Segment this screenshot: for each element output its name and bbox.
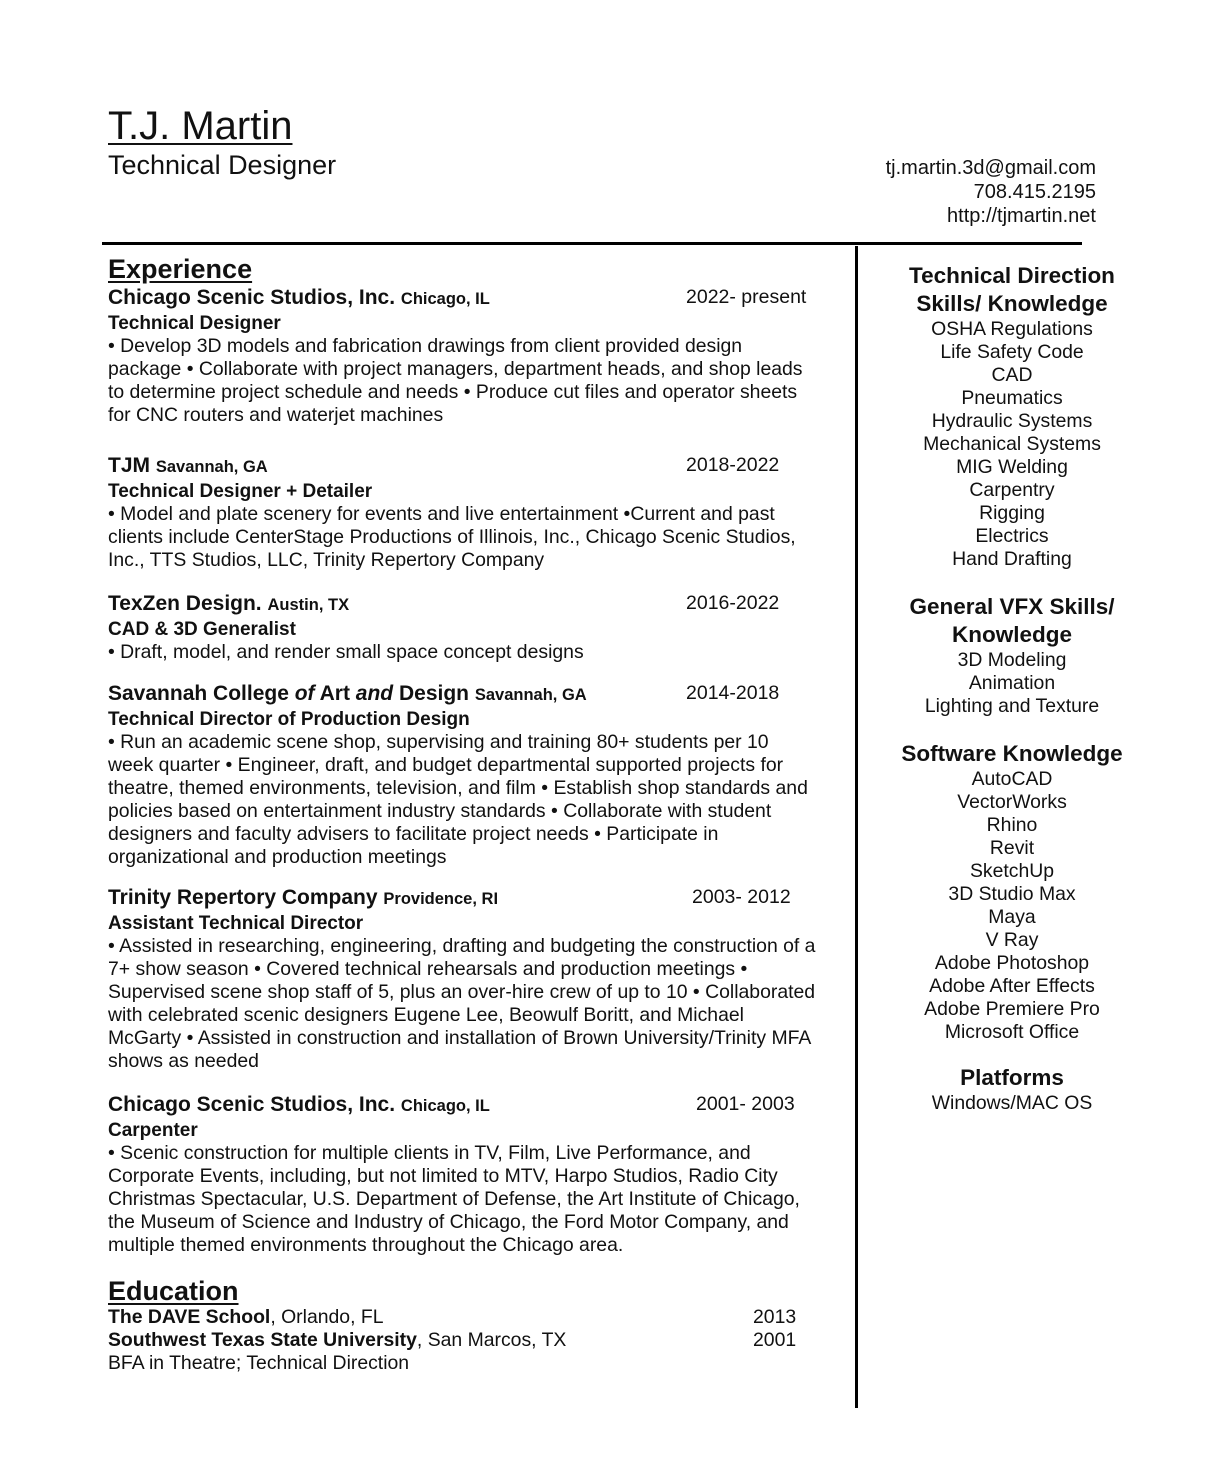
job-org: Trinity Repertory Company Providence, RI — [108, 886, 499, 909]
job-description: • Assisted in researching, engineering, drafting and budgeting the construction of a 7+ show season • Covered technical rehearsals and production meetings • Supervised scene shop staff of 5, plus an over-hire crew of up to 10 • Collaborated with celebrated scenic designers Eugene Lee, Beowulf Boritt, and Michael McGarty • Assisted in construction and installation of Brown University/Trinity MFA shows as needed — [108, 935, 816, 1072]
job-entry — [108, 592, 818, 664]
skills-section-heading: Technical Direction Skills/ Knowledge — [909, 263, 1115, 316]
skill-item: Adobe After Effects — [929, 975, 1095, 997]
skills-section-heading: Software Knowledge — [901, 741, 1123, 766]
job-dates: 2016-2022 — [686, 592, 780, 614]
job-entry — [108, 886, 818, 1073]
skill-item: Windows/MAC OS — [931, 1092, 1093, 1114]
column-divider — [855, 246, 858, 1408]
education-heading: Education — [108, 1276, 239, 1306]
job-dates: 2014-2018 — [686, 682, 780, 704]
job-role: Technical Designer + Detailer — [108, 481, 373, 502]
candidate-title: Technical Designer — [108, 150, 337, 180]
job-dates: 2003- 2012 — [692, 886, 791, 908]
skills-section — [870, 740, 1154, 1044]
degree-text: BFA in Theatre; Technical Direction — [108, 1352, 410, 1374]
job-entry — [108, 454, 818, 572]
skill-item: Adobe Premiere Pro — [924, 998, 1100, 1020]
website-text: http://tjmartin.net — [947, 205, 1096, 227]
job-description: • Develop 3D models and fabrication drawings from client provided design package • Collaborate with project managers, department heads, and shop leads to determine project schedule and needs • Produce cut files and operator sheets for CNC routers and waterjet machines — [108, 335, 803, 426]
job-dates: 2018-2022 — [686, 454, 780, 476]
skill-item: Pneumatics — [961, 387, 1063, 409]
job-role: Carpenter — [108, 1120, 198, 1141]
skill-item: CAD — [991, 364, 1033, 386]
skill-item: Carpentry — [969, 479, 1055, 501]
job-location: Chicago, IL — [400, 290, 490, 308]
job-description: • Run an academic scene shop, supervising and training 80+ students per 10 week quarter • Engineer, draft, and budget departmental supported projects for theatre, themed environments, television, and film • Establish shop standards and policies based on entertainment industry standards • Collaborate with student designers and faculty advisers to facilitate project needs • Participate in organizational and production meetings — [108, 731, 808, 868]
header-divider — [102, 242, 1082, 245]
skill-item: 3D Modeling — [957, 649, 1067, 671]
skills-section-heading: Platforms — [960, 1065, 1064, 1090]
skill-item: Maya — [988, 906, 1036, 928]
email-text: tj.martin.3d@gmail.com — [885, 157, 1096, 179]
candidate-name: T.J. Martin — [108, 104, 293, 148]
job-location: Savannah, GA — [155, 458, 268, 476]
education-entry — [108, 1306, 818, 1329]
experience-heading: Experience — [108, 254, 253, 284]
skills-section-heading: General VFX Skills/ Knowledge — [909, 594, 1115, 647]
education-year: 2013 — [753, 1306, 797, 1328]
skill-item: VectorWorks — [957, 791, 1067, 813]
skill-item: 3D Studio Max — [948, 883, 1076, 905]
skill-item: Animation — [968, 672, 1056, 694]
job-location: Providence, RI — [383, 890, 499, 908]
skill-item: Hydraulic Systems — [931, 410, 1093, 432]
job-description: • Draft, model, and render small space concept designs — [108, 641, 584, 663]
skill-item: Electrics — [975, 525, 1049, 547]
skill-item: AutoCAD — [971, 768, 1053, 790]
job-location: Austin, TX — [267, 596, 350, 614]
job-role: CAD & 3D Generalist — [108, 619, 296, 640]
job-org: TJM Savannah, GA — [108, 454, 268, 477]
school-place: , Orlando, FL — [270, 1306, 384, 1328]
skill-item: Adobe Photoshop — [934, 952, 1090, 974]
job-entry — [108, 286, 818, 427]
contact-block — [886, 156, 1096, 228]
job-location: Chicago, IL — [400, 1097, 490, 1115]
phone-text: 708.415.2195 — [973, 181, 1096, 203]
job-org: Chicago Scenic Studios, Inc. Chicago, IL — [108, 1093, 490, 1116]
skill-item: OSHA Regulations — [931, 318, 1093, 340]
skill-item: Revit — [989, 837, 1035, 859]
skills-section — [870, 1064, 1154, 1115]
school-place: , San Marcos, TX — [416, 1329, 567, 1351]
education-entry — [108, 1329, 818, 1352]
skills-sidebar — [870, 262, 1154, 1115]
job-description: • Model and plate scenery for events and live entertainment •Current and past clients include CenterStage Productions of Illinois, Inc., Chicago Scenic Studios, Inc., TTS Studios, LLC, Trinity Repertory Company — [108, 503, 796, 571]
skill-item: Life Safety Code — [940, 341, 1084, 363]
school-name: The DAVE School — [108, 1306, 271, 1328]
job-org: Chicago Scenic Studios, Inc. Chicago, IL — [108, 286, 490, 309]
job-role: Assistant Technical Director — [108, 913, 364, 934]
skill-item: Mechanical Systems — [923, 433, 1101, 455]
skill-item: MIG Welding — [956, 456, 1068, 478]
skill-item: Hand Drafting — [952, 548, 1072, 570]
job-entry — [108, 1093, 818, 1257]
job-location: Savannah, GA — [474, 686, 587, 704]
skills-section — [870, 593, 1154, 718]
school-name: Southwest Texas State University — [108, 1329, 417, 1351]
main-column — [108, 254, 818, 1375]
skills-section — [870, 262, 1154, 571]
skill-item: Rhino — [986, 814, 1038, 836]
skill-item: Rigging — [979, 502, 1045, 524]
education-year: 2001 — [753, 1329, 797, 1351]
skill-item: SketchUp — [969, 860, 1055, 882]
job-dates: 2001- 2003 — [696, 1093, 795, 1115]
job-role: Technical Director of Production Design — [108, 709, 470, 730]
job-dates: 2022- present — [686, 286, 807, 308]
job-entry — [108, 682, 818, 869]
job-org: Savannah College of Art and Design Savannah, GA — [108, 682, 587, 705]
skill-item: V Ray — [985, 929, 1039, 951]
skill-item: Lighting and Texture — [924, 695, 1100, 717]
job-role: Technical Designer — [108, 313, 281, 334]
job-description: • Scenic construction for multiple clients in TV, Film, Live Performance, and Corporate Events, including, but not limited to MTV, Harpo Studios, Radio City Christmas Spectacular, U.S. Department of Defense, the Art Institute of Chicago, the Museum of Science and Industry of Chicago, the Ford Motor Company, and multiple themed environments throughout the Chicago area. — [108, 1142, 800, 1256]
job-org: TexZen Design. Austin, TX — [108, 592, 350, 615]
skill-item: Microsoft Office — [944, 1021, 1080, 1043]
